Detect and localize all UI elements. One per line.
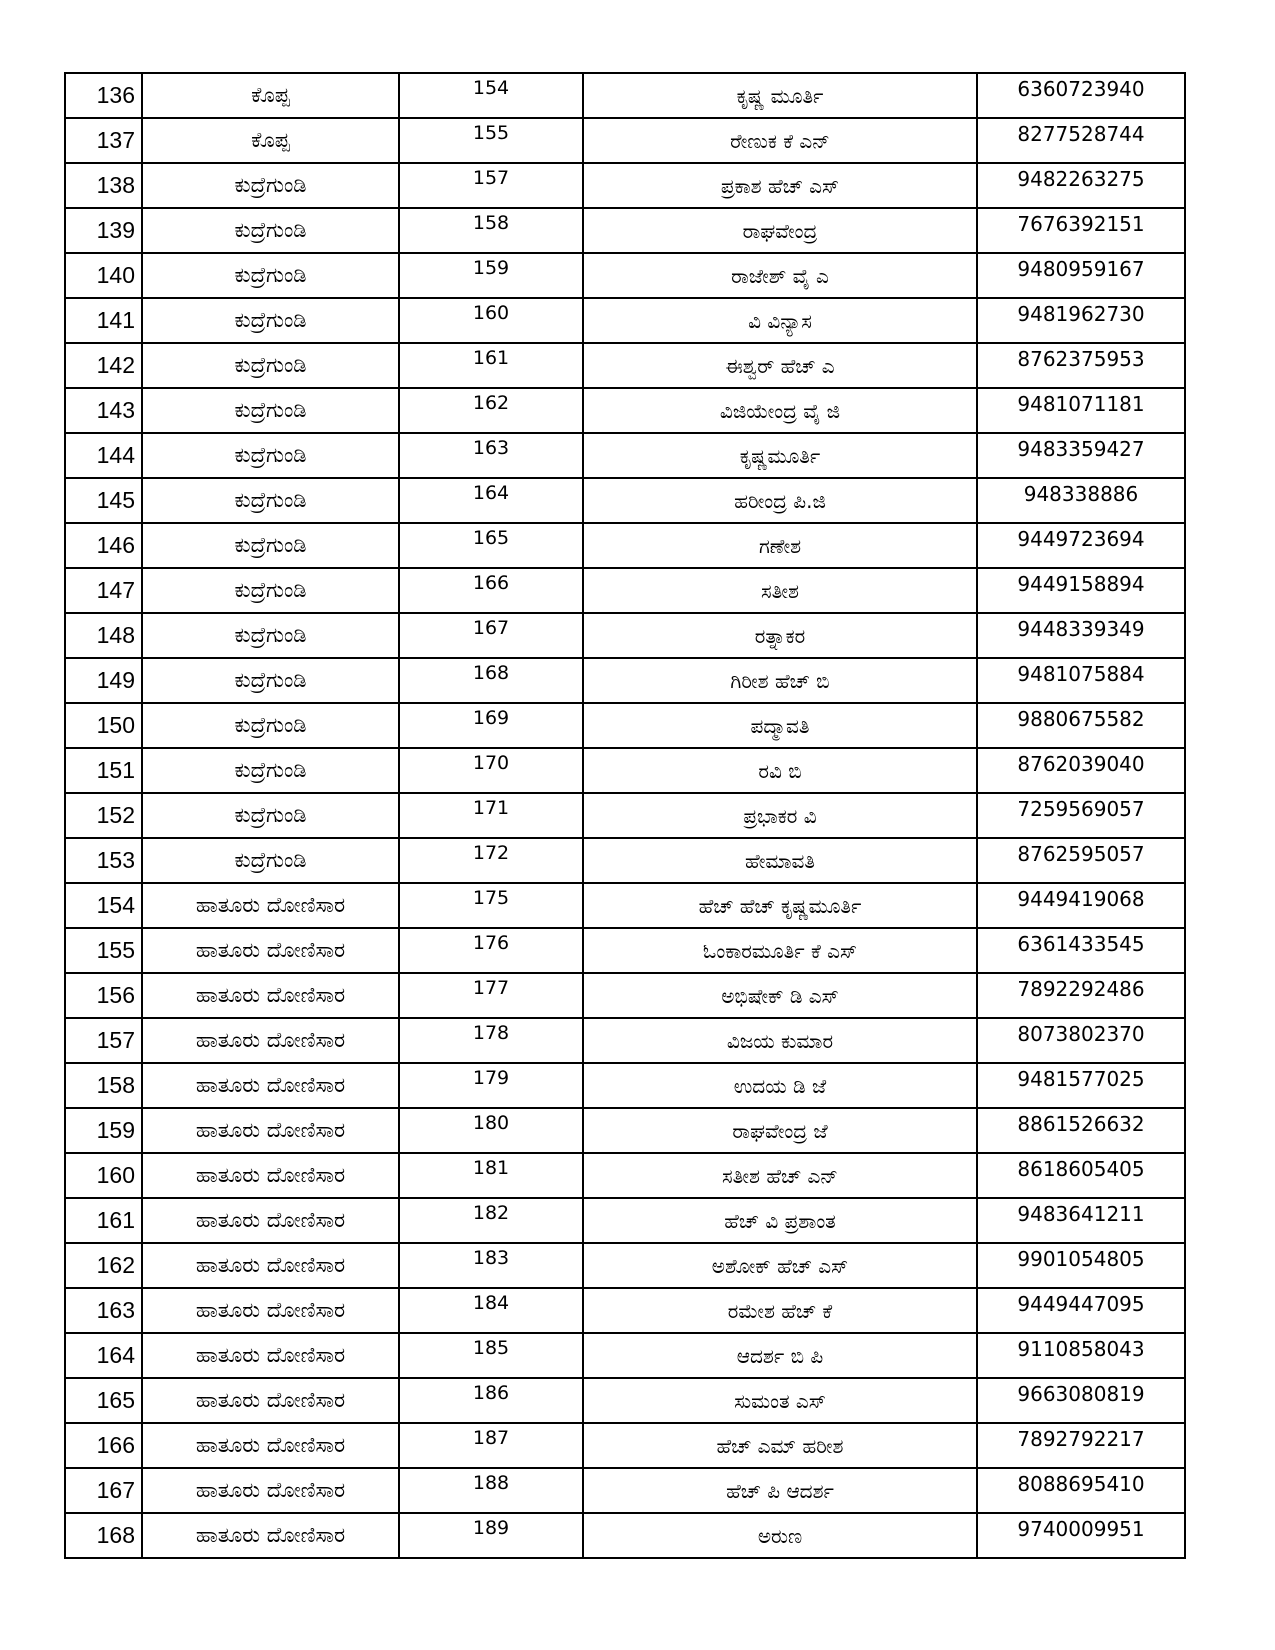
serial-number-cell: 159 bbox=[65, 1108, 142, 1153]
table-row bbox=[65, 1288, 1185, 1333]
name-cell: ಗಿರೀಶ ಹೆಚ್ ಬಿ bbox=[583, 658, 977, 703]
phone-cell: 8277528744 bbox=[977, 118, 1185, 163]
phone-cell: 9480959167 bbox=[977, 253, 1185, 298]
table-row bbox=[65, 73, 1185, 118]
serial-number-cell: 168 bbox=[65, 1513, 142, 1558]
code-cell: 183 bbox=[399, 1243, 583, 1288]
village-cell: ಕುದ್ರೆಗುಂಡಿ bbox=[142, 298, 399, 343]
phone-cell: 7676392151 bbox=[977, 208, 1185, 253]
phone-cell: 8088695410 bbox=[977, 1468, 1185, 1513]
name-cell: ಉದಯ ಡಿ ಜೆ bbox=[583, 1063, 977, 1108]
phone-cell: 9483359427 bbox=[977, 433, 1185, 478]
village-cell: ಹಾತೂರು ದೋಣಿಸಾರ bbox=[142, 1378, 399, 1423]
name-cell: ಹೆಚ್ ಹೆಚ್ ಕೃಷ್ಣಮೂರ್ತಿ bbox=[583, 883, 977, 928]
name-cell: ಈಶ್ವರ್ ಹೆಚ್ ಎ bbox=[583, 343, 977, 388]
serial-number-cell: 139 bbox=[65, 208, 142, 253]
phone-cell: 9449723694 bbox=[977, 523, 1185, 568]
serial-number-cell: 166 bbox=[65, 1423, 142, 1468]
table-row bbox=[65, 388, 1185, 433]
code-cell: 188 bbox=[399, 1468, 583, 1513]
table-row bbox=[65, 883, 1185, 928]
serial-number-cell: 158 bbox=[65, 1063, 142, 1108]
phone-cell: 9449419068 bbox=[977, 883, 1185, 928]
serial-number-cell: 157 bbox=[65, 1018, 142, 1063]
table-row bbox=[65, 433, 1185, 478]
village-cell: ಹಾತೂರು ದೋಣಿಸಾರ bbox=[142, 1243, 399, 1288]
name-cell: ಹೆಚ್ ಎಮ್ ಹರೀಶ bbox=[583, 1423, 977, 1468]
table-row bbox=[65, 478, 1185, 523]
serial-number-cell: 137 bbox=[65, 118, 142, 163]
code-cell: 164 bbox=[399, 478, 583, 523]
table-row bbox=[65, 1468, 1185, 1513]
phone-cell: 8073802370 bbox=[977, 1018, 1185, 1063]
name-cell: ರಾಘವೇಂದ್ರ bbox=[583, 208, 977, 253]
phone-cell: 8762595057 bbox=[977, 838, 1185, 883]
name-cell: ವಿ ವಿನ್ಯಾಸ bbox=[583, 298, 977, 343]
table-body bbox=[65, 73, 1185, 1558]
serial-number-cell: 143 bbox=[65, 388, 142, 433]
village-cell: ಕುದ್ರೆಗುಂಡಿ bbox=[142, 748, 399, 793]
serial-number-cell: 145 bbox=[65, 478, 142, 523]
code-cell: 170 bbox=[399, 748, 583, 793]
phone-cell: 9481962730 bbox=[977, 298, 1185, 343]
name-cell: ಹೆಚ್ ವಿ ಪ್ರಶಾಂತ bbox=[583, 1198, 977, 1243]
code-cell: 186 bbox=[399, 1378, 583, 1423]
serial-number-cell: 147 bbox=[65, 568, 142, 613]
code-cell: 160 bbox=[399, 298, 583, 343]
table-row bbox=[65, 1018, 1185, 1063]
code-cell: 158 bbox=[399, 208, 583, 253]
phone-cell: 8618605405 bbox=[977, 1153, 1185, 1198]
phone-cell: 9448339349 bbox=[977, 613, 1185, 658]
phone-cell: 9483641211 bbox=[977, 1198, 1185, 1243]
name-cell: ರಾಘವೇಂದ್ರ ಜೆ bbox=[583, 1108, 977, 1153]
phone-cell: 7892792217 bbox=[977, 1423, 1185, 1468]
phone-cell: 7259569057 bbox=[977, 793, 1185, 838]
serial-number-cell: 149 bbox=[65, 658, 142, 703]
table-row bbox=[65, 1108, 1185, 1153]
code-cell: 159 bbox=[399, 253, 583, 298]
phone-cell: 9663080819 bbox=[977, 1378, 1185, 1423]
name-cell: ರೇಣುಕ ಕೆ ಎನ್ bbox=[583, 118, 977, 163]
phone-cell: 948338886 bbox=[977, 478, 1185, 523]
village-cell: ಹಾತೂರು ದೋಣಿಸಾರ bbox=[142, 973, 399, 1018]
serial-number-cell: 150 bbox=[65, 703, 142, 748]
village-cell: ಕುದ್ರೆಗುಂಡಿ bbox=[142, 253, 399, 298]
village-cell: ಹಾತೂರು ದೋಣಿಸಾರ bbox=[142, 928, 399, 973]
serial-number-cell: 160 bbox=[65, 1153, 142, 1198]
code-cell: 154 bbox=[399, 73, 583, 118]
code-cell: 181 bbox=[399, 1153, 583, 1198]
code-cell: 161 bbox=[399, 343, 583, 388]
village-cell: ಹಾತೂರು ದೋಣಿಸಾರ bbox=[142, 1513, 399, 1558]
code-cell: 166 bbox=[399, 568, 583, 613]
table-row bbox=[65, 1243, 1185, 1288]
phone-cell: 9110858043 bbox=[977, 1333, 1185, 1378]
name-cell: ಗಣೇಶ bbox=[583, 523, 977, 568]
serial-number-cell: 163 bbox=[65, 1288, 142, 1333]
name-cell: ಹೇಮಾವತಿ bbox=[583, 838, 977, 883]
village-cell: ಕುದ್ರೆಗುಂಡಿ bbox=[142, 163, 399, 208]
village-cell: ಹಾತೂರು ದೋಣಿಸಾರ bbox=[142, 1423, 399, 1468]
village-cell: ಹಾತೂರು ದೋಣಿಸಾರ bbox=[142, 1468, 399, 1513]
table-row bbox=[65, 748, 1185, 793]
code-cell: 172 bbox=[399, 838, 583, 883]
phone-cell: 6361433545 bbox=[977, 928, 1185, 973]
code-cell: 169 bbox=[399, 703, 583, 748]
table-row bbox=[65, 838, 1185, 883]
code-cell: 179 bbox=[399, 1063, 583, 1108]
village-cell: ಹಾತೂರು ದೋಣಿಸಾರ bbox=[142, 1153, 399, 1198]
phone-cell: 9901054805 bbox=[977, 1243, 1185, 1288]
name-cell: ಕೃಷ್ಣಮೂರ್ತಿ bbox=[583, 433, 977, 478]
name-cell: ಪ್ರಕಾಶ ಹೆಚ್ ಎಸ್ bbox=[583, 163, 977, 208]
name-cell: ಪದ್ಮಾವತಿ bbox=[583, 703, 977, 748]
table-row bbox=[65, 523, 1185, 568]
code-cell: 168 bbox=[399, 658, 583, 703]
village-cell: ಕುದ್ರೆಗುಂಡಿ bbox=[142, 478, 399, 523]
phone-cell: 9449447095 bbox=[977, 1288, 1185, 1333]
name-cell: ರಮೇಶ ಹೆಚ್ ಕೆ bbox=[583, 1288, 977, 1333]
phone-cell: 9481071181 bbox=[977, 388, 1185, 433]
code-cell: 185 bbox=[399, 1333, 583, 1378]
code-cell: 157 bbox=[399, 163, 583, 208]
village-cell: ಹಾತೂರು ದೋಣಿಸಾರ bbox=[142, 1108, 399, 1153]
serial-number-cell: 164 bbox=[65, 1333, 142, 1378]
name-cell: ವಿಜಿಯೇಂದ್ರ ವೈ ಜಿ bbox=[583, 388, 977, 433]
table-row bbox=[65, 793, 1185, 838]
name-cell: ಸುಮಂತ ಎಸ್ bbox=[583, 1378, 977, 1423]
name-cell: ಆದರ್ಶ ಬಿ ಪಿ bbox=[583, 1333, 977, 1378]
phone-cell: 6360723940 bbox=[977, 73, 1185, 118]
table-row bbox=[65, 1153, 1185, 1198]
phone-cell: 8762039040 bbox=[977, 748, 1185, 793]
records-table bbox=[64, 72, 1186, 1559]
table-row bbox=[65, 658, 1185, 703]
table-row bbox=[65, 928, 1185, 973]
serial-number-cell: 153 bbox=[65, 838, 142, 883]
table-row bbox=[65, 703, 1185, 748]
serial-number-cell: 140 bbox=[65, 253, 142, 298]
table-row bbox=[65, 163, 1185, 208]
table-row bbox=[65, 973, 1185, 1018]
village-cell: ಕೊಪ್ಪ bbox=[142, 73, 399, 118]
code-cell: 178 bbox=[399, 1018, 583, 1063]
name-cell: ಪ್ರಭಾಕರ ವಿ bbox=[583, 793, 977, 838]
code-cell: 162 bbox=[399, 388, 583, 433]
serial-number-cell: 165 bbox=[65, 1378, 142, 1423]
serial-number-cell: 136 bbox=[65, 73, 142, 118]
village-cell: ಹಾತೂರು ದೋಣಿಸಾರ bbox=[142, 1288, 399, 1333]
serial-number-cell: 146 bbox=[65, 523, 142, 568]
code-cell: 165 bbox=[399, 523, 583, 568]
serial-number-cell: 141 bbox=[65, 298, 142, 343]
serial-number-cell: 155 bbox=[65, 928, 142, 973]
phone-cell: 9481577025 bbox=[977, 1063, 1185, 1108]
phone-cell: 9482263275 bbox=[977, 163, 1185, 208]
name-cell: ಓಂಕಾರಮೂರ್ತಿ ಕೆ ಎಸ್ bbox=[583, 928, 977, 973]
village-cell: ಕುದ್ರೆಗುಂಡಿ bbox=[142, 568, 399, 613]
code-cell: 163 bbox=[399, 433, 583, 478]
table-row bbox=[65, 1423, 1185, 1468]
table-row bbox=[65, 613, 1185, 658]
code-cell: 180 bbox=[399, 1108, 583, 1153]
table-row bbox=[65, 1333, 1185, 1378]
village-cell: ಹಾತೂರು ದೋಣಿಸಾರ bbox=[142, 1198, 399, 1243]
serial-number-cell: 144 bbox=[65, 433, 142, 478]
village-cell: ಕುದ್ರೆಗುಂಡಿ bbox=[142, 343, 399, 388]
serial-number-cell: 154 bbox=[65, 883, 142, 928]
table-row bbox=[65, 208, 1185, 253]
serial-number-cell: 152 bbox=[65, 793, 142, 838]
name-cell: ರಾಜೇಶ್ ವೈ ಎ bbox=[583, 253, 977, 298]
phone-cell: 9880675582 bbox=[977, 703, 1185, 748]
village-cell: ಕುದ್ರೆಗುಂಡಿ bbox=[142, 703, 399, 748]
serial-number-cell: 162 bbox=[65, 1243, 142, 1288]
code-cell: 187 bbox=[399, 1423, 583, 1468]
code-cell: 184 bbox=[399, 1288, 583, 1333]
code-cell: 176 bbox=[399, 928, 583, 973]
serial-number-cell: 151 bbox=[65, 748, 142, 793]
name-cell: ರತ್ನಾಕರ bbox=[583, 613, 977, 658]
serial-number-cell: 138 bbox=[65, 163, 142, 208]
village-cell: ಹಾತೂರು ದೋಣಿಸಾರ bbox=[142, 1018, 399, 1063]
code-cell: 171 bbox=[399, 793, 583, 838]
village-cell: ಕುದ್ರೆಗುಂಡಿ bbox=[142, 523, 399, 568]
code-cell: 177 bbox=[399, 973, 583, 1018]
phone-cell: 9740009951 bbox=[977, 1513, 1185, 1558]
name-cell: ವಿಜಯ ಕುಮಾರ bbox=[583, 1018, 977, 1063]
table-row bbox=[65, 298, 1185, 343]
phone-cell: 8861526632 bbox=[977, 1108, 1185, 1153]
table-row bbox=[65, 343, 1185, 388]
village-cell: ಕುದ್ರೆಗುಂಡಿ bbox=[142, 658, 399, 703]
phone-cell: 9449158894 bbox=[977, 568, 1185, 613]
phone-cell: 7892292486 bbox=[977, 973, 1185, 1018]
phone-cell: 9481075884 bbox=[977, 658, 1185, 703]
village-cell: ಕುದ್ರೆಗುಂಡಿ bbox=[142, 838, 399, 883]
village-cell: ಹಾತೂರು ದೋಣಿಸಾರ bbox=[142, 1333, 399, 1378]
village-cell: ಕುದ್ರೆಗುಂಡಿ bbox=[142, 433, 399, 478]
table-row bbox=[65, 1198, 1185, 1243]
table-row bbox=[65, 568, 1185, 613]
village-cell: ಹಾತೂರು ದೋಣಿಸಾರ bbox=[142, 1063, 399, 1108]
name-cell: ಸತೀಶ bbox=[583, 568, 977, 613]
table-row bbox=[65, 1063, 1185, 1108]
name-cell: ಸತೀಶ ಹೆಚ್ ಎನ್ bbox=[583, 1153, 977, 1198]
serial-number-cell: 161 bbox=[65, 1198, 142, 1243]
village-cell: ಕುದ್ರೆಗುಂಡಿ bbox=[142, 208, 399, 253]
name-cell: ಅರುಣ bbox=[583, 1513, 977, 1558]
name-cell: ಕೃಷ್ಣ ಮೂರ್ತಿ bbox=[583, 73, 977, 118]
serial-number-cell: 142 bbox=[65, 343, 142, 388]
village-cell: ಕುದ್ರೆಗುಂಡಿ bbox=[142, 388, 399, 433]
name-cell: ರವಿ ಬಿ bbox=[583, 748, 977, 793]
name-cell: ಹರೀಂದ್ರ ಪಿ.ಜಿ bbox=[583, 478, 977, 523]
code-cell: 189 bbox=[399, 1513, 583, 1558]
table-row bbox=[65, 253, 1185, 298]
code-cell: 155 bbox=[399, 118, 583, 163]
serial-number-cell: 156 bbox=[65, 973, 142, 1018]
name-cell: ಹೆಚ್ ಪಿ ಆದರ್ಶ bbox=[583, 1468, 977, 1513]
village-cell: ಕೊಪ್ಪ bbox=[142, 118, 399, 163]
phone-cell: 8762375953 bbox=[977, 343, 1185, 388]
code-cell: 167 bbox=[399, 613, 583, 658]
table-row bbox=[65, 1513, 1185, 1558]
table-row bbox=[65, 118, 1185, 163]
code-cell: 182 bbox=[399, 1198, 583, 1243]
village-cell: ಹಾತೂರು ದೋಣಿಸಾರ bbox=[142, 883, 399, 928]
code-cell: 175 bbox=[399, 883, 583, 928]
village-cell: ಕುದ್ರೆಗುಂಡಿ bbox=[142, 793, 399, 838]
village-cell: ಕುದ್ರೆಗುಂಡಿ bbox=[142, 613, 399, 658]
table-row bbox=[65, 1378, 1185, 1423]
serial-number-cell: 167 bbox=[65, 1468, 142, 1513]
serial-number-cell: 148 bbox=[65, 613, 142, 658]
name-cell: ಅಭಿಷೇಕ್ ಡಿ ಎಸ್ bbox=[583, 973, 977, 1018]
name-cell: ಅಶೋಕ್ ಹೆಚ್ ಎಸ್ bbox=[583, 1243, 977, 1288]
